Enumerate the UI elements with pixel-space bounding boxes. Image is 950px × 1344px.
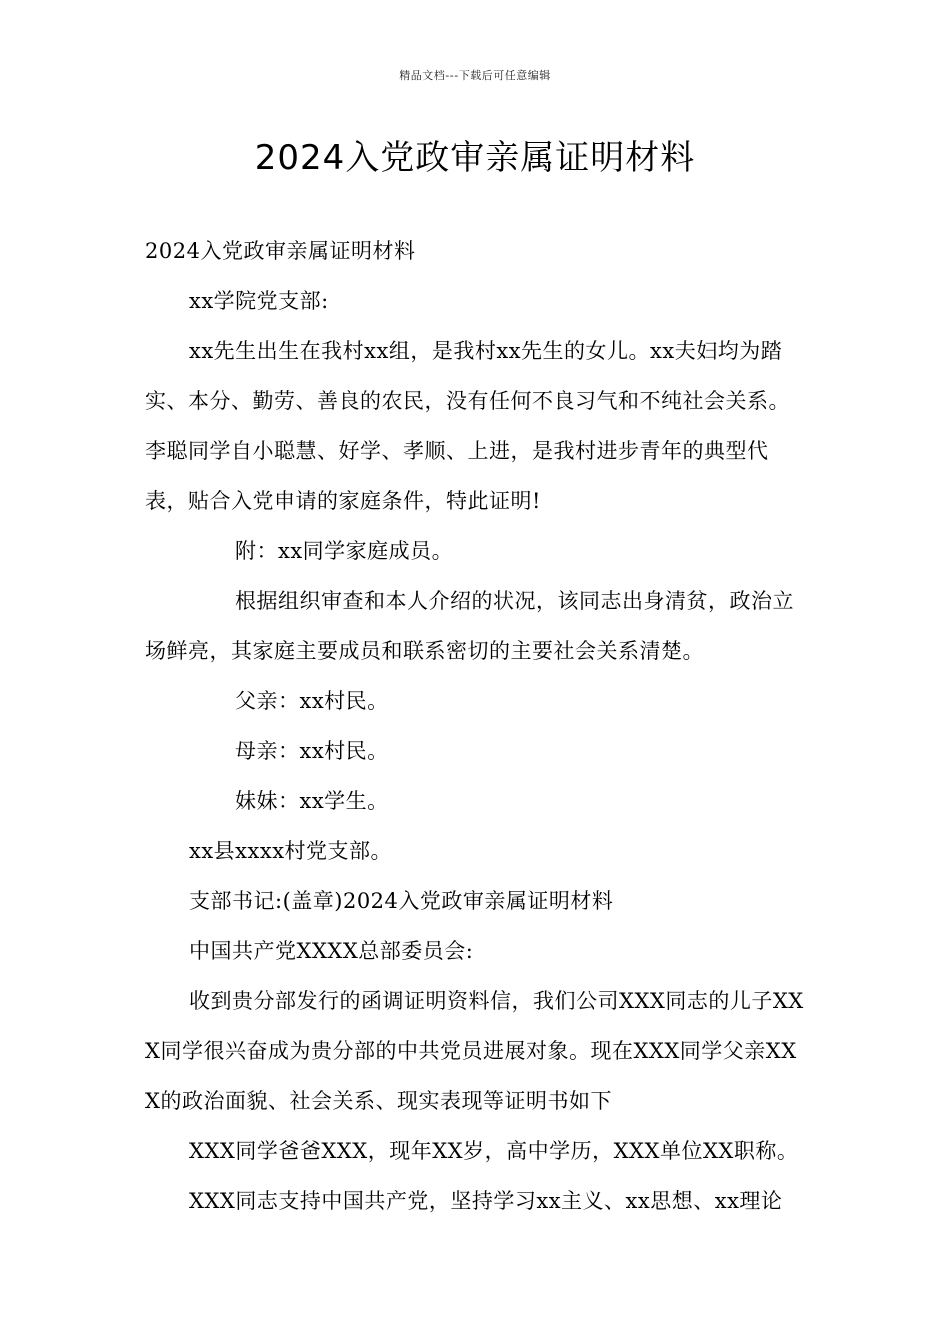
paragraph-review: 根据组织审查和本人介绍的状况，该同志出身清贫，政治立场鲜亮，其家庭主要成员和联系密切的主要社会关系清楚。 xyxy=(145,589,794,663)
paragraph-sister: 妹妹：xx学生。 xyxy=(235,789,389,813)
paragraph-support: XXX同志支持中国共产党，坚持学习xx主义、xx思想、xx理论 xyxy=(189,1189,783,1213)
document-body xyxy=(145,226,810,1226)
paragraph-secretary: 支部书记:(盖章)2024入党政审亲属证明材料 xyxy=(189,889,614,913)
paragraph-father: 父亲：xx村民。 xyxy=(235,689,389,713)
paragraph-committee: 中国共产党XXXX总部委员会: xyxy=(189,939,474,963)
paragraph-branch: xx县xxxx村党支部。 xyxy=(189,839,393,863)
paragraph-father-info: XXX同学爸爸XXX，现年XX岁，高中学历，XXX单位XX职称。 xyxy=(189,1139,799,1163)
paragraph-received: 收到贵分部发行的函调证明资料信，我们公司XXX同志的儿子XXX同学很兴奋成为贵分部的中共党员进展对象。现在XXX同学父亲XXX的政治面貌、社会关系、现实表现等证明书如下 xyxy=(145,989,804,1113)
paragraph-body: xx先生出生在我村xx组，是我村xx先生的女儿。xx夫妇均为踏实、本分、勤劳、善良的农民，没有任何不良习气和不纯社会关系。李聪同学自小聪慧、好学、孝顺、上进，是我村进步青年的典型代表，贴合入党申请的家庭条件，特此证明! xyxy=(145,339,790,513)
paragraph-mother: 母亲：xx村民。 xyxy=(235,739,389,763)
paragraph-salutation: xx学院党支部: xyxy=(189,289,329,313)
document-title: 2024入党政审亲属证明材料 xyxy=(254,138,696,178)
paragraph-attachment: 附：xx同学家庭成员。 xyxy=(235,539,454,563)
header-note: 精品文档---下载后可任意编辑 xyxy=(399,69,551,82)
paragraph-subtitle: 2024入党政审亲属证明材料 xyxy=(145,239,416,263)
